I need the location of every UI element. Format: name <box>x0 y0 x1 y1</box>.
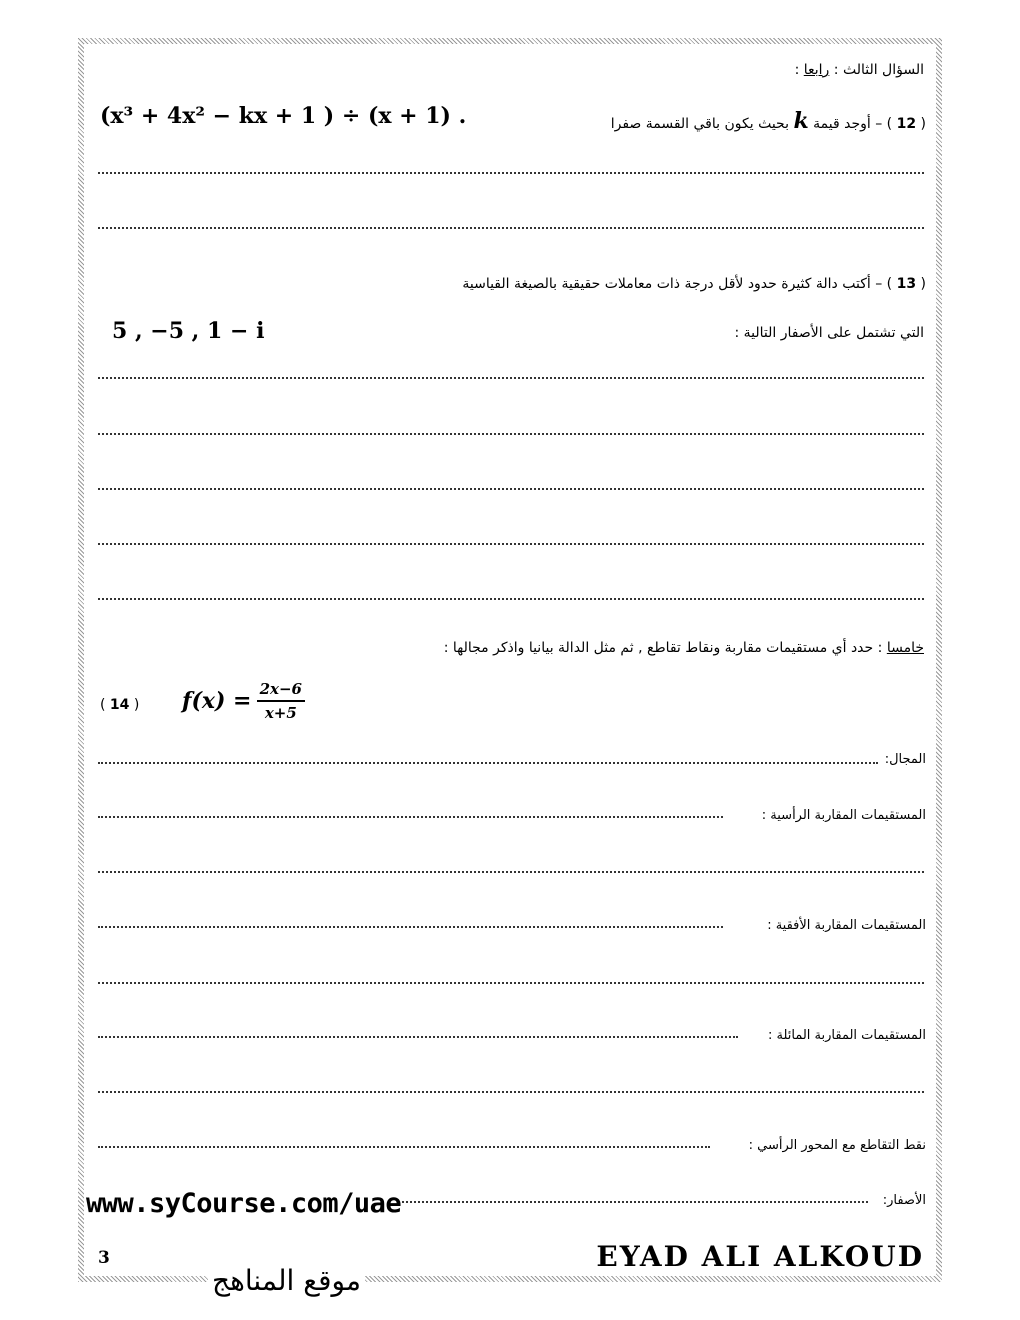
answer-line <box>98 1036 738 1038</box>
page-border <box>78 38 942 1282</box>
q13-number: 13 <box>896 276 917 292</box>
vertical-asymptotes-label: المستقيمات المقاربة الرأسية : <box>761 808 926 823</box>
answer-line <box>98 762 878 764</box>
section5-label: خامسا <box>886 640 924 656</box>
answer-line <box>98 543 924 545</box>
q14-number: 14 <box>109 697 130 713</box>
q12-k: k <box>793 108 809 134</box>
q14-function <box>182 680 305 722</box>
y-intercept-label: نقط التقاطع مع المحور الرأسي : <box>748 1138 926 1153</box>
answer-line <box>98 377 924 379</box>
q14-denominator: x+5 <box>264 704 297 722</box>
answer-line <box>98 871 924 873</box>
site-arabic: موقع المناهج <box>208 1264 365 1297</box>
section5-line <box>444 640 924 656</box>
answer-line <box>98 1091 924 1093</box>
q12-number-wrap: ( 12 ) <box>886 116 926 132</box>
section5-text: : حدد أي مستقيمات مقاربة ونقاط تقاطع , ثم مثل الدالة بيانيا واذكر مجالها : <box>443 640 883 656</box>
q13-line: ( 13 ) – أكتب دالة كثيرة حدود لأقل درجة ذات معاملات حقيقية بالصيغة القياسية <box>462 276 926 292</box>
q14-lhs: f(x) = <box>182 688 252 714</box>
answer-line <box>98 227 924 229</box>
answer-line <box>98 982 924 984</box>
horizontal-asymptotes-label: المستقيمات المقاربة الأفقية : <box>767 918 926 933</box>
q13-text: – أكتب دالة كثيرة حدود لأقل درجة ذات معاملات حقيقية بالصيغة القياسية <box>462 276 883 292</box>
website-link[interactable]: www.syCourse.com/uae <box>86 1188 402 1219</box>
page-number: 3 <box>98 1248 110 1268</box>
q12-number: 12 <box>896 116 917 132</box>
answer-line <box>98 816 723 818</box>
q14-numerator: 2x−6 <box>257 680 305 702</box>
answer-line <box>98 488 924 490</box>
q12-text-after: بحيث يكون باقي القسمة صفرا <box>610 116 789 132</box>
answer-line <box>98 172 924 174</box>
zeros-label: الأصفار: <box>882 1193 926 1208</box>
q12-line <box>611 108 926 134</box>
section-label: رابعا <box>803 62 830 78</box>
q12-text-before: – أوجد قيمة <box>813 116 883 132</box>
author-name: EYAD ALI ALKOUD <box>596 1240 924 1273</box>
domain-label: المجال: <box>884 752 926 767</box>
answer-line <box>98 598 924 600</box>
question-label: السؤال الثالث : <box>833 62 924 78</box>
q14-fraction <box>257 680 305 722</box>
q12-expression: (x³ + 4x² − kx + 1 ) ÷ (x + 1) . <box>100 103 467 129</box>
answer-line <box>98 926 723 928</box>
answer-line <box>98 433 924 435</box>
oblique-asymptotes-label: المستقيمات المقاربة المائلة : <box>767 1028 926 1043</box>
q14-number-wrap: ( 14 ) <box>100 697 140 713</box>
section-colon: : <box>794 62 800 78</box>
q13-zeros-label: التي تشتمل على الأصفار التالية : <box>734 325 924 341</box>
q13-zeros: 5 , −5 , 1 − i <box>112 318 265 344</box>
header-line <box>795 62 924 78</box>
answer-line <box>98 1146 710 1148</box>
